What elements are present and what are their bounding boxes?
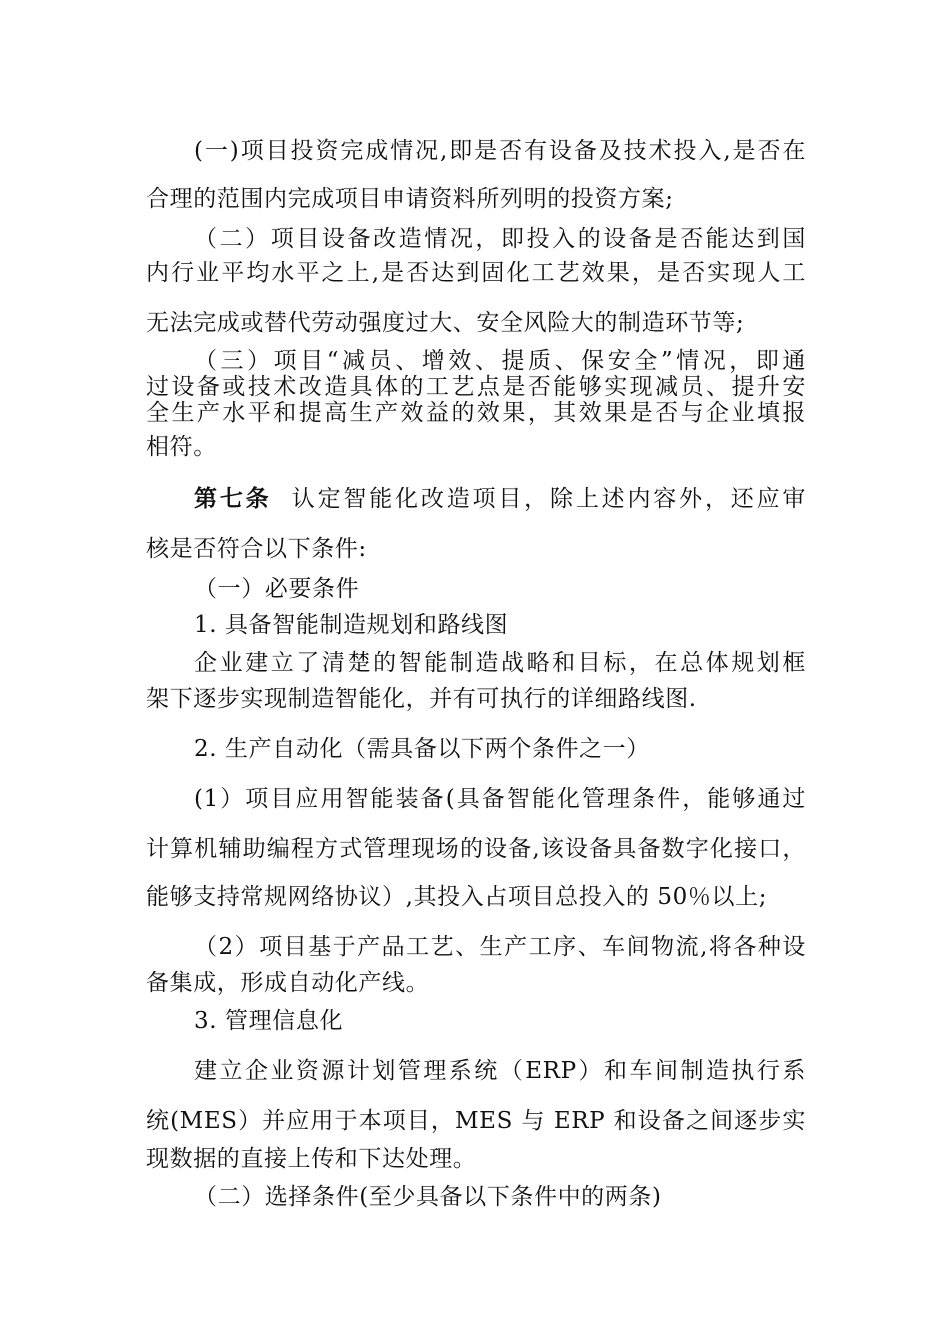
- text-line: 现数据的直接上传和下达处理。: [146, 1146, 477, 1172]
- text-line: 相符。: [146, 434, 217, 460]
- article-heading: 第七条: [194, 485, 272, 512]
- text-line: 无法完成或替代劳动强度过大、安全风险大的制造环节等;: [146, 310, 745, 336]
- text-line: （三）项目“减员、增效、提质、保安全”情况，即通: [194, 348, 806, 374]
- text-line: 计算机辅助编程方式管理现场的设备,该设备具备数字化接口，: [146, 836, 806, 862]
- text-line: 过设备或技术改造具体的工艺点是否能够实现减员、提升安: [146, 374, 806, 400]
- list-heading: 3. 管理信息化: [194, 1008, 344, 1034]
- text-line: 合理的范围内完成项目申请资料所列明的投资方案;: [146, 186, 674, 212]
- section-heading: （二）选择条件(至少具备以下条件中的两条): [194, 1184, 662, 1210]
- text-line: 全生产水平和提高生产效益的效果，其效果是否与企业填报: [146, 400, 806, 426]
- section-heading: （一）必要条件: [194, 576, 360, 602]
- text-line: 备集成，形成自动化产线。: [146, 970, 430, 996]
- list-heading: 2. 生产自动化（需具备以下两个条件之一）: [194, 736, 650, 762]
- text-line: 企业建立了清楚的智能制造战略和目标，在总体规划框: [194, 650, 806, 676]
- text-line: 核是否符合以下条件:: [146, 536, 367, 562]
- article-line: [194, 484, 806, 514]
- text-line: 统(MES）并应用于本项目，MES 与 ERP 和设备之间逐步实: [146, 1108, 806, 1134]
- text-line: (一)项目投资完成情况,即是否有设备及技术投入,是否在: [194, 138, 806, 164]
- text-line: 架下逐步实现制造智能化，并有可执行的详细路线图.: [146, 686, 697, 712]
- article-text: 认定智能化改造项目，除上述内容外，还应审: [291, 486, 806, 512]
- text-line: （二）项目设备改造情况，即投入的设备是否能达到国: [194, 226, 806, 252]
- text-line: (1）项目应用智能装备(具备智能化管理条件，能够通过: [194, 786, 806, 812]
- text-line: （2）项目基于产品工艺、生产工序、车间物流,将各种设: [194, 934, 806, 960]
- text-line: 能够支持常规网络协议）,其投入占项目总投入的 50％以上;: [146, 884, 768, 910]
- text-line: 内行业平均水平之上,是否达到固化工艺效果，是否实现人工: [146, 260, 806, 286]
- text-line: 建立企业资源计划管理系统（ERP）和车间制造执行系: [194, 1058, 806, 1084]
- list-heading: 1. 具备智能制造规划和路线图: [194, 612, 509, 638]
